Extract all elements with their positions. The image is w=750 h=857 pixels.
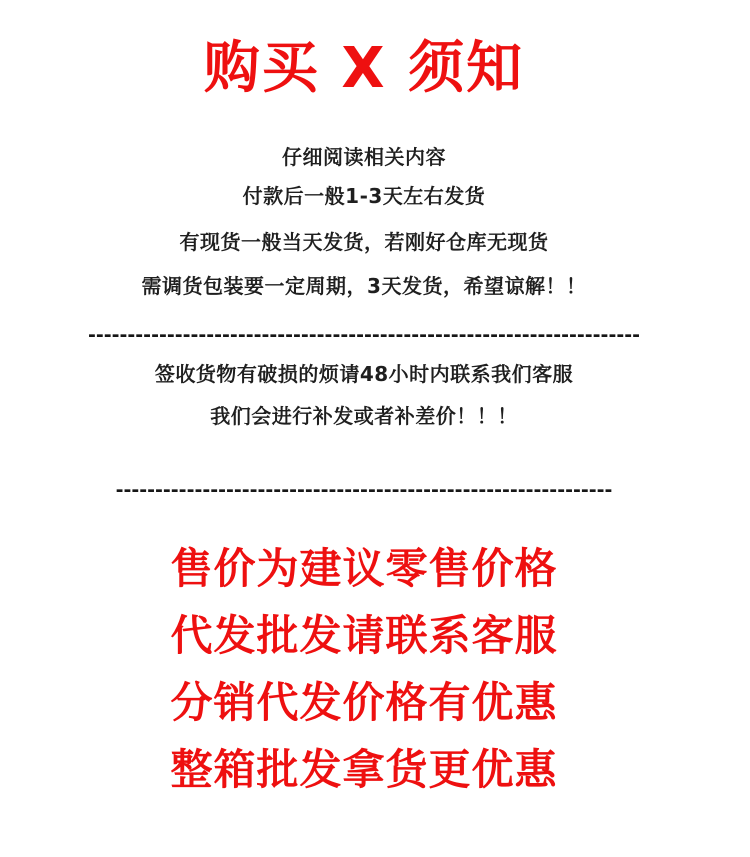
line-shipping-time: 付款后一般1-3天左右发货 bbox=[242, 184, 486, 208]
line-distribution-discount: 分销代发价格有优惠 bbox=[170, 678, 558, 727]
line-restock-period: 需调货包装要一定周期，3天发货，希望谅解！！ bbox=[141, 274, 587, 298]
dashed-divider-top: ---------------------------------------------------------------------- bbox=[87, 324, 640, 346]
line-stock-status: 有现货一般当天发货，若刚好仓库无现货 bbox=[179, 230, 549, 254]
dashed-divider-bottom: --------------------------------------------------------------- bbox=[115, 479, 613, 501]
line-dropship-contact: 代发批发请联系客服 bbox=[170, 611, 558, 660]
notice-title: 购买 X 须知 bbox=[203, 36, 525, 101]
line-case-wholesale: 整箱批发拿货更优惠 bbox=[170, 745, 558, 794]
line-read-carefully: 仔细阅读相关内容 bbox=[282, 145, 446, 169]
line-compensation: 我们会进行补发或者补差价！！！ bbox=[210, 404, 518, 428]
line-retail-price: 售价为建议零售价格 bbox=[170, 544, 558, 593]
line-damage-contact: 签收货物有破损的烦请48小时内联系我们客服 bbox=[154, 362, 574, 386]
